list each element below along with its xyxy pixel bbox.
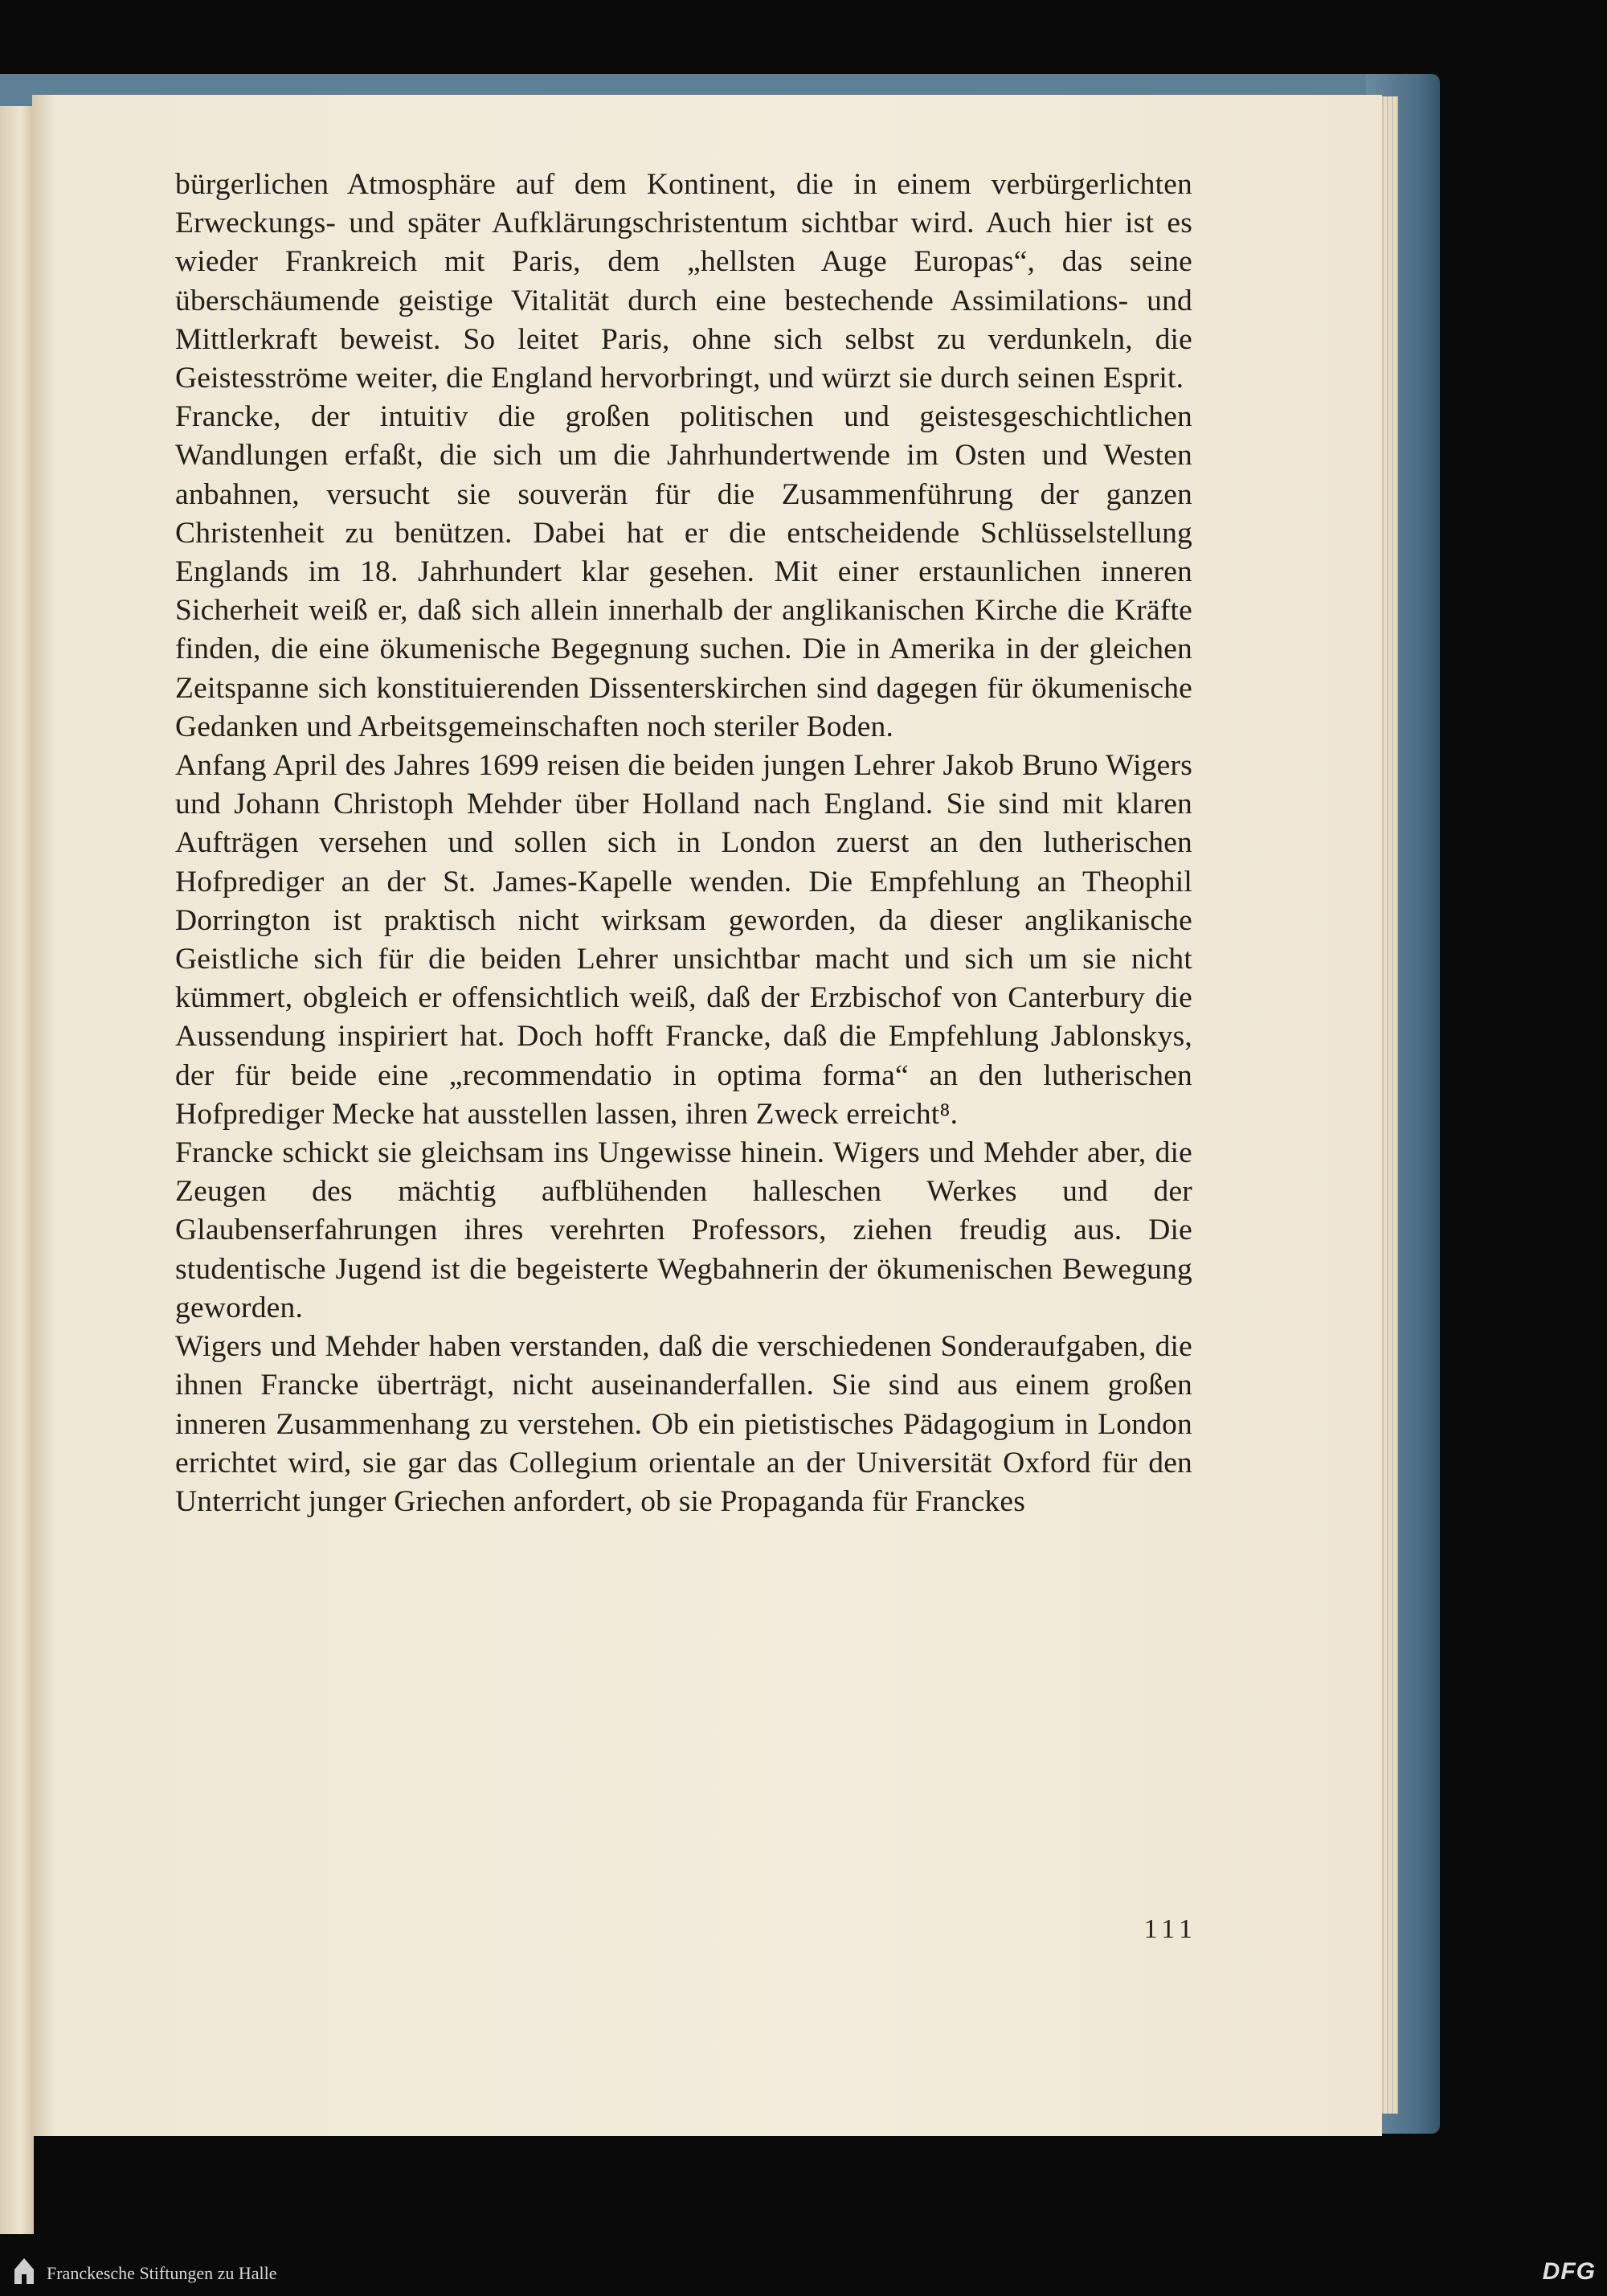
dfg-logo: DFG	[1542, 2258, 1596, 2285]
institution-name: Franckesche Stiftungen zu Halle	[47, 2263, 277, 2283]
paragraph: Francke, der intuitiv die großen politischen und geistesgeschichtlichen Wandlungen erfaßt, die sich um die Jahrhundertwende im Osten und Westen anbahnen, versucht sie souverän für die Zusammenführung der ganzen Christenheit zu benützen. Dabei hat er die entscheidende Schlüsselstellung Englands im 18. Jahrhundert klar gesehen. Mit einer erstaunlichen inneren Sicherheit weiß er, daß sich allein innerhalb der anglikanischen Kirche die Kräfte finden, die eine ökumenische Begegnung suchen. Die in Amerika in der gleichen Zeitspanne sich konstituierenden Dissenterskirchen sind dagegen für ökumenische Gedanken und Arbeitsgemeinschaften noch steriler Boden.	[175, 400, 1192, 743]
paragraph: Anfang April des Jahres 1699 reisen die beiden jungen Lehrer Jakob Bruno Wigers und Johann Christoph Mehder über Holland nach England. Sie sind mit klaren Aufträgen versehen und sollen sich in London zuerst an den lutherischen Hofprediger an der St. James-Kapelle wenden. Die Empfehlung an Theophil Dorrington ist praktisch nicht wirksam geworden, da dieser anglikanische Geistliche sich für die beiden Lehrer unsichtbar macht und sich um sie nicht kümmert, obgleich er offensichtlich weiß, daß der Erzbischof von Canterbury die Aussendung inspiriert hat. Doch hofft Francke, daß die Empfehlung Jablonskys, der für beide eine „recommendatio in optima forma“ an den lutherischen Hofprediger Mecke hat ausstellen lassen, ihren Zweck erreicht⁸.	[175, 749, 1192, 1131]
institution-logo-icon	[13, 2257, 35, 2287]
paragraph: bürgerlichen Atmosphäre auf dem Kontinent, die in einem verbürgerlichten Erweckungs- und später Aufklärungschristentum sichtbar wird. Auch hier ist es wieder Frankreich mit Paris, dem „hellsten Auge Europas“, das seine überschäumende geistige Vitalität durch eine bestechende Assimilations- und Mittlerkraft beweist. So leitet Paris, ohne sich selbst zu verdunkeln, die Geistesströme weiter, die England hervorbringt, und würzt sie durch seinen Esprit.	[175, 168, 1192, 395]
left-page-edge	[0, 92, 34, 2234]
page-number: 111	[1143, 1914, 1197, 1944]
paragraph: Wigers und Mehder haben verstanden, daß die verschiedenen Sonderaufgaben, die ihnen Francke überträgt, nicht auseinanderfallen. Sie sind aus einem großen inneren Zusammenhang zu verstehen. Ob ein pietistisches Pädagogium in London errichtet wird, sie gar das Collegium orientale an der Universität Oxford für den Unterricht junger Griechen anfordert, ob sie Propaganda für Franckes	[175, 1330, 1192, 1518]
body-text	[175, 166, 1192, 1521]
paragraph: Francke schickt sie gleichsam ins Ungewisse hinein. Wigers und Mehder aber, die Zeugen des mächtig aufblühenden halleschen Werkes und der Glaubenserfahrungen ihres verehrten Professors, ziehen freudig aus. Die studentische Jugend ist die begeisterte Wegbahnerin der ökumenischen Bewegung geworden.	[175, 1136, 1192, 1324]
